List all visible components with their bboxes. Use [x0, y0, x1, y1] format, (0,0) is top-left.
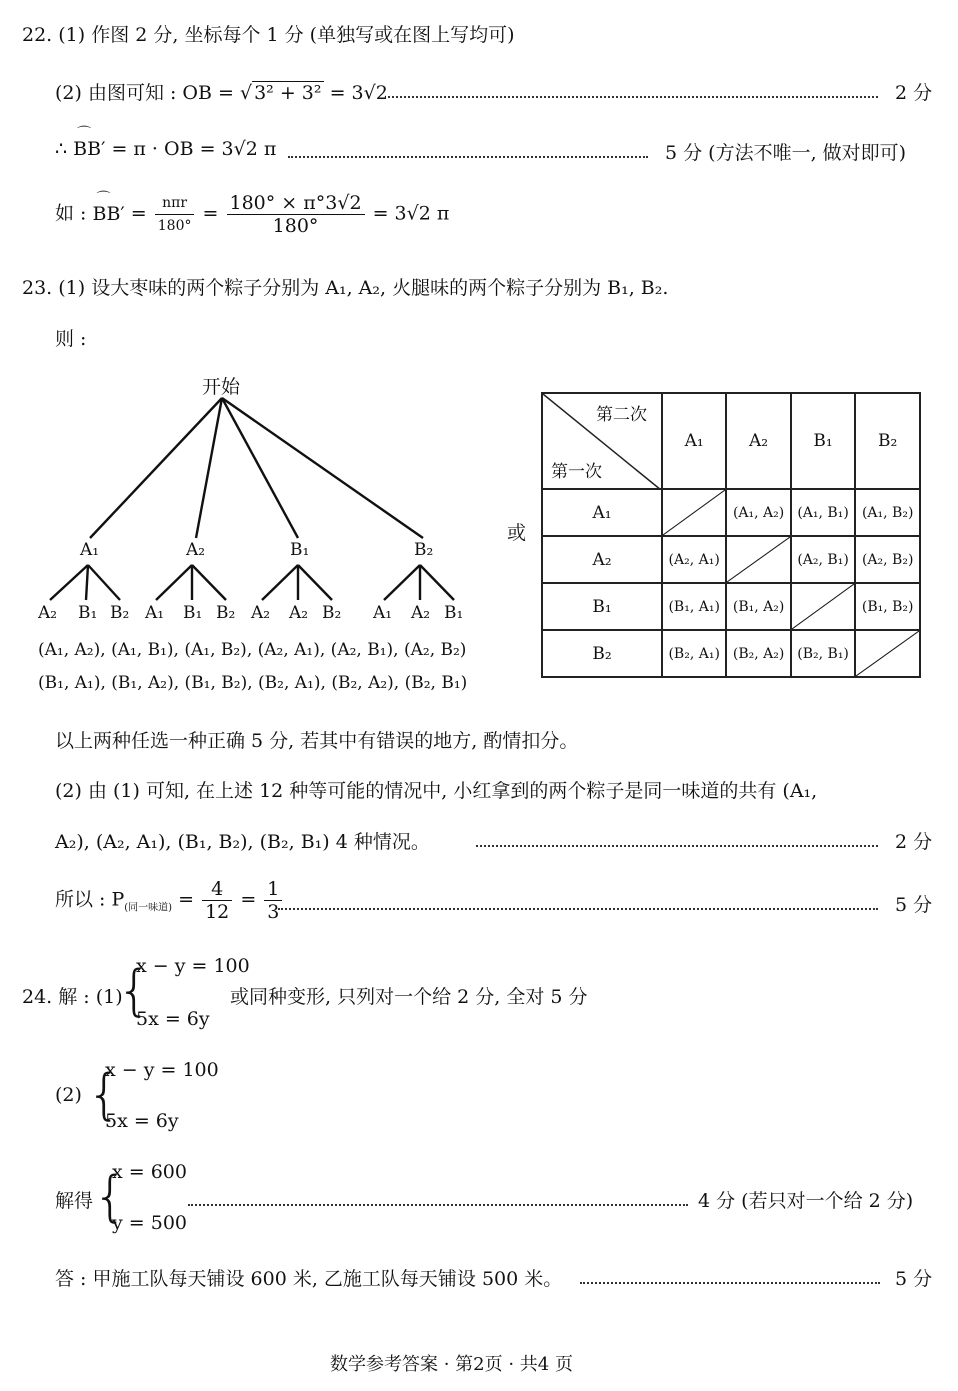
table-row-header: A₁	[542, 489, 662, 536]
table-cell-diagonal	[855, 630, 920, 677]
brace-icon: {	[93, 1165, 128, 1228]
dot-leader	[476, 845, 878, 847]
q24-label: 24. 解 : (1)	[22, 986, 123, 1008]
tree-leaf: A₂	[289, 603, 309, 623]
fraction: $\frac{\text{nπr}}{180^\circ}$	[155, 192, 195, 237]
table-row-header: B₂	[542, 630, 662, 677]
q22-part3-eq: = π · OB = 3√2 π	[111, 138, 277, 160]
or-label: 或	[507, 522, 527, 544]
q24-part2-label: (2)	[55, 1084, 82, 1106]
q22-part2-score: 2 分	[895, 82, 933, 104]
fraction: $\frac{180^\circ \times \pi^\circ 3√2}{180^\circ}$	[227, 192, 365, 237]
dot-leader	[388, 96, 878, 98]
tree-leaf: B₂	[110, 603, 130, 623]
page-footer: 数学参考答案 · 第2页 · 共4 页	[330, 1354, 573, 1375]
tree-leaf: A₁	[373, 603, 393, 623]
equation: x − y = 100	[105, 1059, 219, 1081]
q24-part1-note: 或同种变形, 只列对一个给 2 分, 全对 5 分	[230, 986, 588, 1008]
q22-part2-result: = 3√2	[329, 82, 388, 104]
dot-leader	[288, 156, 648, 158]
tree-leaf: B₂	[322, 603, 342, 623]
table-cell: (A₂, B₂)	[855, 536, 920, 583]
table-cell: (B₁, A₂)	[726, 583, 790, 630]
dot-leader	[188, 1204, 688, 1206]
tree-outcomes-row: (A₁, A₂), (A₁, B₁), (A₁, B₂), (A₂, A₁), (A₂, B₁), (A₂, B₂)	[38, 640, 467, 660]
dot-leader	[580, 1282, 880, 1284]
tree-node: B₂	[414, 540, 434, 560]
dot-leader	[278, 908, 878, 910]
q22-part3-score: 5 分 (方法不唯一, 做对即可)	[665, 142, 907, 164]
q23-part2-score: 2 分	[895, 831, 933, 853]
tree-leaf: A₁	[145, 603, 165, 623]
arc-bb-prime: ⌒ BB′	[73, 138, 105, 160]
tree-root: 开始	[202, 376, 241, 398]
brace-icon: {	[117, 959, 152, 1022]
table-cell: (A₂, A₁)	[662, 536, 726, 583]
table-cell-diagonal	[662, 489, 726, 536]
q24-solution-score: 4 分 (若只对一个给 2 分)	[698, 1190, 914, 1212]
equation: y = 500	[112, 1212, 187, 1234]
table-cell: (B₂, B₁)	[791, 630, 856, 677]
table-col-header: B₁	[791, 393, 856, 489]
q23-part3-score: 5 分	[895, 894, 933, 916]
table-cell-diagonal	[791, 583, 856, 630]
q22-part2-sqrt: 3² + 3²	[254, 82, 322, 104]
equation: x − y = 100	[136, 955, 250, 977]
q23-note: 以上两种任选一种正确 5 分, 若其中有错误的地方, 酌情扣分。	[55, 730, 579, 752]
q22-part3-prefix: ∴	[55, 138, 74, 160]
table-col-header: B₂	[855, 393, 920, 489]
table-cell: (A₁, B₂)	[855, 489, 920, 536]
fraction: $\frac{1}{3}$	[264, 878, 282, 923]
q22-part1: 22. (1) 作图 2 分, 坐标每个 1 分 (单独写或在图上写均可)	[22, 24, 515, 46]
tree-node: A₂	[186, 540, 206, 560]
q22-part4-line: 如 : ⌒ BB′ = $\frac{\text{nπr}}{180^\circ}$ = $\frac{180^\circ \times \pi^\circ 3√2}{180^\circ}$ = 3√2 π	[55, 192, 449, 237]
q22-part3-line	[55, 138, 276, 160]
q23-then: 则 :	[55, 328, 87, 350]
tree-leaf: A₂	[251, 603, 271, 623]
table-cell: (A₁, A₂)	[726, 489, 790, 536]
q22-part4-result: = 3√2 π	[372, 202, 450, 225]
tree-leaf: B₁	[444, 603, 464, 623]
table-cell: (A₂, B₁)	[791, 536, 856, 583]
q23-part3-line: 所以 : $P_{(同一味道)}$ = $\frac{4}{12}$ = $\frac{1}{3}$	[55, 878, 284, 923]
q22-part2-prefix: (2) 由图可知 : OB =	[55, 82, 234, 104]
q24-solution-label: 解得	[55, 1190, 94, 1212]
tree-diagram	[0, 360, 530, 610]
table-col-header: A₁	[662, 393, 726, 489]
q23-intro: 23. (1) 设大枣味的两个粽子分别为 A₁, A₂, 火腿味的两个粽子分别为 B₁, B₂.	[22, 277, 669, 299]
table-col-header: A₂	[726, 393, 790, 489]
tree-node: A₁	[80, 540, 100, 560]
arc-bb-prime: ⌒ BB′	[92, 203, 124, 225]
equation: 5x = 6y	[105, 1110, 179, 1132]
table-row-header: A₂	[542, 536, 662, 583]
table-row-header: B₁	[542, 583, 662, 630]
table-cell: (B₁, B₂)	[855, 583, 920, 630]
tree-leaf: A₂	[411, 603, 431, 623]
fraction: $\frac{4}{12}$	[202, 878, 232, 923]
tree-leaf: B₁	[183, 603, 203, 623]
table-cell: (B₂, A₁)	[662, 630, 726, 677]
q22-part4-prefix: 如 :	[55, 202, 93, 225]
q24-answer: 答 : 甲施工队每天铺设 600 米, 乙施工队每天铺设 500 米。	[55, 1268, 563, 1290]
table-cell: (B₁, A₁)	[662, 583, 726, 630]
table-corner: 第二次 第一次	[542, 393, 662, 489]
table-cell-diagonal	[726, 536, 790, 583]
tree-leaf: B₁	[78, 603, 98, 623]
equation: 5x = 6y	[136, 1008, 210, 1030]
tree-leaf: A₂	[38, 603, 58, 623]
q24-answer-score: 5 分	[895, 1268, 933, 1290]
outcome-table	[541, 392, 921, 678]
brace-icon: {	[87, 1063, 122, 1126]
q23-part2-line1: (2) 由 (1) 可知, 在上述 12 种等可能的情况中, 小红拿到的两个粽子是同一味道的共有 (A₁,	[55, 780, 818, 802]
q22-part2-line: (2) 由图可知 : OB = √ 3² + 3² = 3√2	[55, 82, 388, 104]
q23-part2-line2: A₂), (A₂, A₁), (B₁, B₂), (B₂, B₁) 4 种情况。	[55, 831, 430, 853]
tree-outcomes-row: (B₁, A₁), (B₁, A₂), (B₁, B₂), (B₂, A₁), (B₂, A₂), (B₂, B₁)	[38, 673, 468, 693]
table-cell: (A₁, B₁)	[791, 489, 856, 536]
tree-node: B₁	[290, 540, 310, 560]
tree-leaf: B₂	[216, 603, 236, 623]
table-cell: (B₂, A₂)	[726, 630, 790, 677]
equation: x = 600	[112, 1161, 187, 1183]
